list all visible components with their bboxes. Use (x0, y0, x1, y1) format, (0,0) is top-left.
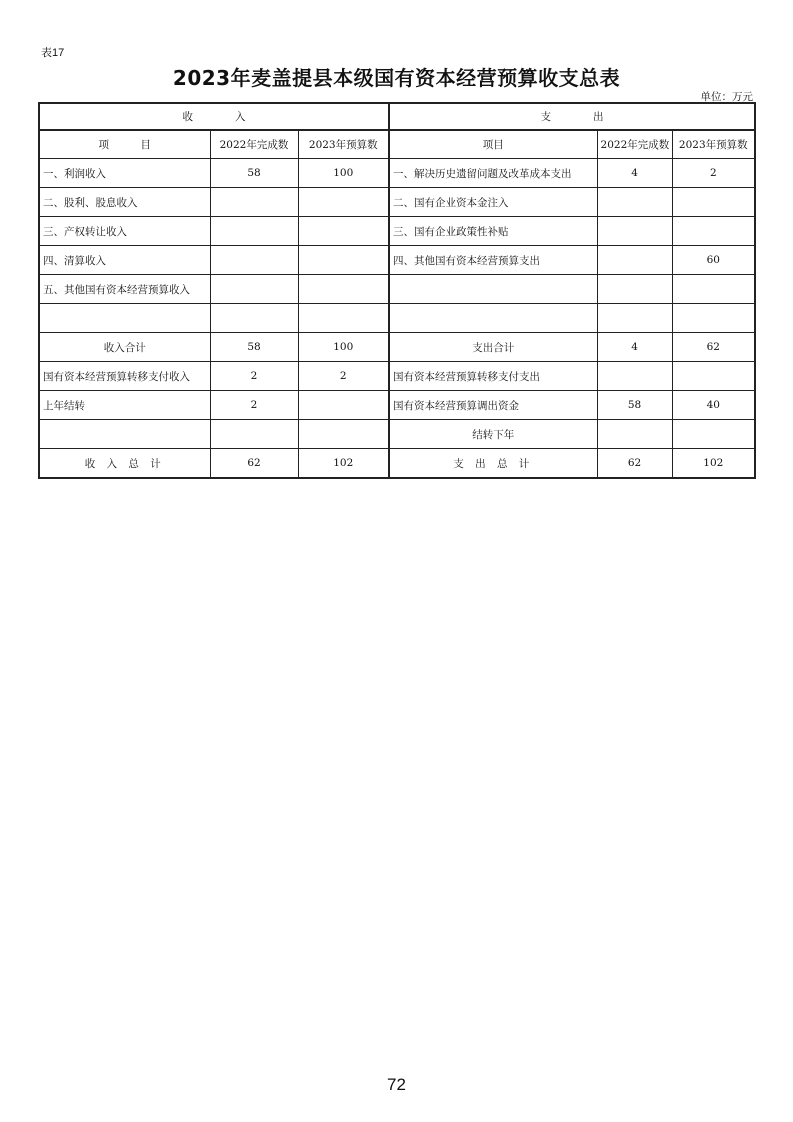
income-2022-value: 58 (210, 159, 298, 188)
income-2022-value: 2 (210, 391, 298, 420)
income-total-2023: 102 (298, 449, 389, 479)
income-section-header: 收 入 (39, 103, 389, 130)
page-number: 72 (387, 1075, 406, 1094)
expense-2023-header: 2023年预算数 (672, 130, 755, 159)
expense-2022-value (597, 362, 672, 391)
section-header-row (39, 103, 755, 130)
expense-2023-value: 2 (672, 159, 755, 188)
table-row (39, 159, 755, 188)
expense-2022-value (597, 188, 672, 217)
table-row (39, 275, 755, 304)
expense-2023-value (672, 217, 755, 246)
expense-2023-value: 40 (672, 391, 755, 420)
expense-2023-value: 60 (672, 246, 755, 275)
income-item: 二、股利、股息收入 (39, 188, 210, 217)
income-total-2022: 62 (210, 449, 298, 479)
expense-item: 一、解决历史遗留问题及改革成本支出 (389, 159, 597, 188)
income-subtotal-2023: 100 (298, 333, 389, 362)
expense-2023-value (672, 362, 755, 391)
income-total-label: 收 入 总 计 (39, 449, 210, 479)
income-item: 一、利润收入 (39, 159, 210, 188)
expense-subtotal-2023: 62 (672, 333, 755, 362)
expense-2022-value: 4 (597, 159, 672, 188)
expense-2022-value (597, 420, 672, 449)
income-2022-value (210, 420, 298, 449)
budget-table (38, 102, 756, 479)
income-2022-value (210, 188, 298, 217)
table-row (39, 188, 755, 217)
expense-2023-value (672, 304, 755, 333)
column-header-row (39, 130, 755, 159)
expense-total-2022: 62 (597, 449, 672, 479)
income-subtotal-label: 收入合计 (39, 333, 210, 362)
table-row (39, 217, 755, 246)
income-item: 上年结转 (39, 391, 210, 420)
income-2023-header: 2023年预算数 (298, 130, 389, 159)
table-label: 表17 (41, 47, 65, 59)
income-2023-value (298, 420, 389, 449)
expense-item: 国有资本经营预算转移支付支出 (389, 362, 597, 391)
expense-item: 结转下年 (389, 420, 597, 449)
table-row (39, 362, 755, 391)
income-2022-value (210, 217, 298, 246)
table-row (39, 420, 755, 449)
page-title: 2023年麦盖提县本级国有资本经营预算收支总表 (172, 66, 621, 90)
income-2022-value (210, 246, 298, 275)
income-item: 四、清算收入 (39, 246, 210, 275)
expense-2022-value (597, 217, 672, 246)
expense-2022-value (597, 246, 672, 275)
expense-2022-value: 58 (597, 391, 672, 420)
income-2023-value (298, 304, 389, 333)
income-2023-value (298, 217, 389, 246)
expense-2023-value (672, 420, 755, 449)
expense-item-header: 项目 (389, 130, 597, 159)
expense-item (389, 304, 597, 333)
income-item: 三、产权转让收入 (39, 217, 210, 246)
expense-item (389, 275, 597, 304)
expense-2023-value (672, 188, 755, 217)
expense-item: 三、国有企业政策性补贴 (389, 217, 597, 246)
income-2023-value: 100 (298, 159, 389, 188)
expense-section-header: 支 出 (389, 103, 755, 130)
subtotal-row (39, 333, 755, 362)
table-row (39, 304, 755, 333)
income-2022-value (210, 275, 298, 304)
income-subtotal-2022: 58 (210, 333, 298, 362)
income-item (39, 420, 210, 449)
expense-subtotal-label: 支出合计 (389, 333, 597, 362)
income-2023-value (298, 275, 389, 304)
income-2023-value (298, 391, 389, 420)
expense-subtotal-2022: 4 (597, 333, 672, 362)
income-item-header: 项 目 (39, 130, 210, 159)
income-2023-value (298, 188, 389, 217)
income-2022-header: 2022年完成数 (210, 130, 298, 159)
expense-2023-value (672, 275, 755, 304)
table-row (39, 246, 755, 275)
income-item: 五、其他国有资本经营预算收入 (39, 275, 210, 304)
unit-label: 单位：万元 (700, 91, 753, 103)
expense-2022-value (597, 275, 672, 304)
income-item: 国有资本经营预算转移支付收入 (39, 362, 210, 391)
expense-total-label: 支 出 总 计 (389, 449, 597, 479)
expense-total-2023: 102 (672, 449, 755, 479)
income-2023-value: 2 (298, 362, 389, 391)
income-2022-value (210, 304, 298, 333)
expense-item: 二、国有企业资本金注入 (389, 188, 597, 217)
expense-2022-value (597, 304, 672, 333)
table-row (39, 391, 755, 420)
expense-item: 国有资本经营预算调出资金 (389, 391, 597, 420)
income-item (39, 304, 210, 333)
expense-item: 四、其他国有资本经营预算支出 (389, 246, 597, 275)
income-2022-value: 2 (210, 362, 298, 391)
grand-total-row (39, 449, 755, 479)
expense-2022-header: 2022年完成数 (597, 130, 672, 159)
income-2023-value (298, 246, 389, 275)
